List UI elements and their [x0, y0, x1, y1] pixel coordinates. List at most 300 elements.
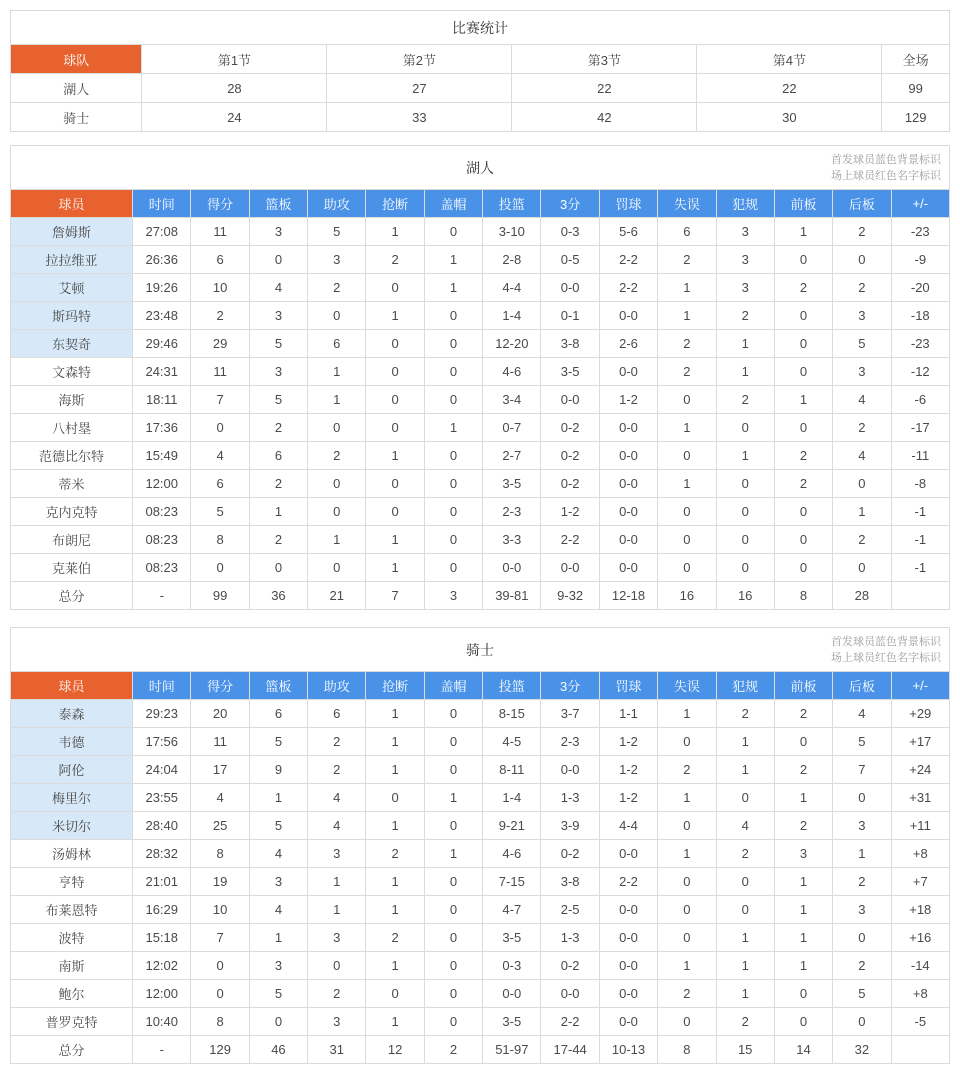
stat-value: 0 [308, 554, 366, 582]
stat-value: 32 [833, 1036, 891, 1064]
player-row [11, 330, 950, 358]
stat-value: 1 [424, 414, 482, 442]
player-row [11, 700, 950, 728]
stat-value: 5 [833, 728, 891, 756]
stat-value: +18 [891, 896, 949, 924]
player-name: 克莱伯 [11, 554, 133, 582]
stats-header-row [11, 672, 950, 700]
stat-value: +7 [891, 868, 949, 896]
stat-value: -9 [891, 246, 949, 274]
stat-value: 2-2 [541, 1008, 599, 1036]
player-name: 布莱恩特 [11, 896, 133, 924]
stat-value: 1 [774, 896, 832, 924]
stat-value: 39-81 [483, 582, 541, 610]
stat-value: 3-3 [483, 526, 541, 554]
stat-value: 1 [658, 274, 716, 302]
stat-value: 24:04 [133, 756, 191, 784]
stat-value: 2 [833, 414, 891, 442]
stat-value: 0 [833, 784, 891, 812]
stat-value [891, 582, 949, 610]
stat-value: 0 [774, 526, 832, 554]
stat-value: 12:02 [133, 952, 191, 980]
stat-value: 0-0 [483, 554, 541, 582]
stat-value: +17 [891, 728, 949, 756]
stat-value: 1 [366, 218, 424, 246]
stat-value: 1 [424, 784, 482, 812]
player-row [11, 414, 950, 442]
stat-value: 11 [191, 728, 249, 756]
stat-value: 0 [774, 980, 832, 1008]
stat-value: 1 [308, 896, 366, 924]
stat-value: 4-4 [599, 812, 657, 840]
player-row [11, 442, 950, 470]
stat-value: 1 [366, 728, 424, 756]
stat-value: 8-15 [483, 700, 541, 728]
stat-column-header: 犯规 [716, 672, 774, 700]
score-value: 22 [697, 74, 882, 103]
period-header: 第1节 [142, 45, 327, 74]
stat-value: 7 [191, 924, 249, 952]
stat-value: 8 [774, 582, 832, 610]
stat-value: 1 [366, 526, 424, 554]
stat-value: 11 [191, 218, 249, 246]
stat-value: 0 [658, 498, 716, 526]
stat-value: 1 [424, 246, 482, 274]
stat-column-header: 得分 [191, 190, 249, 218]
stat-value: 0 [424, 526, 482, 554]
stat-value: 08:23 [133, 526, 191, 554]
stat-value: 0 [366, 498, 424, 526]
stat-value: 0 [308, 470, 366, 498]
stat-value: 0 [833, 924, 891, 952]
stat-column-header: 3分 [541, 672, 599, 700]
stat-value: 4 [249, 896, 307, 924]
stat-value: 5 [833, 330, 891, 358]
stat-value: 0 [774, 498, 832, 526]
stat-value: 0 [424, 952, 482, 980]
stat-value: 1-2 [541, 498, 599, 526]
stat-value: 0 [366, 470, 424, 498]
stat-value: 1 [308, 526, 366, 554]
stat-column-header: 前板 [774, 190, 832, 218]
stat-value: 17:36 [133, 414, 191, 442]
stat-value: 12:00 [133, 980, 191, 1008]
stat-column-header: 后板 [833, 672, 891, 700]
stat-value: 0 [424, 442, 482, 470]
score-value: 42 [512, 103, 697, 132]
player-name: 米切尔 [11, 812, 133, 840]
stat-value: 10-13 [599, 1036, 657, 1064]
stat-value: 3 [833, 358, 891, 386]
stat-value: 0 [658, 924, 716, 952]
stat-value: 2 [716, 386, 774, 414]
stat-value: 9-32 [541, 582, 599, 610]
stat-value: 23:48 [133, 302, 191, 330]
stat-value: 0 [424, 554, 482, 582]
stat-column-header: 盖帽 [424, 190, 482, 218]
stat-value: 129 [191, 1036, 249, 1064]
stat-value: 2 [658, 980, 716, 1008]
stat-value: 1 [716, 980, 774, 1008]
stat-value: 1 [658, 470, 716, 498]
stat-column-header: 篮板 [249, 190, 307, 218]
stat-value: 3 [249, 218, 307, 246]
stat-value: 3 [249, 952, 307, 980]
stat-value: 2 [249, 526, 307, 554]
stat-value: 5 [249, 330, 307, 358]
stat-value: 0 [716, 526, 774, 554]
stat-value: 21 [308, 582, 366, 610]
stat-value: 1-1 [599, 700, 657, 728]
stat-value: 0-0 [599, 952, 657, 980]
stat-value: 1-3 [541, 784, 599, 812]
cavaliers-stats-table [10, 671, 950, 1064]
stat-value: 16:29 [133, 896, 191, 924]
stat-value: -1 [891, 526, 949, 554]
stat-value: 3-4 [483, 386, 541, 414]
player-row [11, 1008, 950, 1036]
stat-value: 3 [249, 302, 307, 330]
stat-value: 7 [191, 386, 249, 414]
stat-value: 3-8 [541, 868, 599, 896]
stat-value: 0-0 [599, 554, 657, 582]
stat-value: 31 [308, 1036, 366, 1064]
stat-value: 0 [191, 414, 249, 442]
stat-value: 0-0 [541, 756, 599, 784]
stat-value: 08:23 [133, 498, 191, 526]
stat-value: 12 [366, 1036, 424, 1064]
stat-value: +29 [891, 700, 949, 728]
stat-column-header: 后板 [833, 190, 891, 218]
stat-value: 0 [249, 554, 307, 582]
stat-value: 1 [658, 784, 716, 812]
score-value: 24 [142, 103, 327, 132]
stat-value: 36 [249, 582, 307, 610]
stat-value: 1 [366, 896, 424, 924]
stat-value: 2 [716, 840, 774, 868]
stat-value: +31 [891, 784, 949, 812]
score-table-body [11, 74, 950, 132]
stat-value: 1-2 [599, 756, 657, 784]
stat-value: 23:55 [133, 784, 191, 812]
stat-value: 4 [249, 840, 307, 868]
score-value: 27 [327, 74, 512, 103]
stat-value: 0-5 [541, 246, 599, 274]
stat-value: 1 [249, 924, 307, 952]
stat-value: 0-0 [599, 498, 657, 526]
stat-column-header: 得分 [191, 672, 249, 700]
player-name: 艾顿 [11, 274, 133, 302]
totals-row [11, 1036, 950, 1064]
player-row [11, 980, 950, 1008]
score-value: 129 [882, 103, 950, 132]
player-name: 文森特 [11, 358, 133, 386]
player-name: 韦德 [11, 728, 133, 756]
stat-value: 6 [249, 442, 307, 470]
stat-value: 46 [249, 1036, 307, 1064]
stat-value: 2 [774, 812, 832, 840]
stat-value: 3 [833, 896, 891, 924]
stat-value: 5 [249, 386, 307, 414]
stat-value: 0 [191, 980, 249, 1008]
stat-value: 1-4 [483, 302, 541, 330]
stat-value: 7-15 [483, 868, 541, 896]
player-row [11, 952, 950, 980]
stat-value: 0 [366, 274, 424, 302]
stat-value: 19 [191, 868, 249, 896]
stat-value: 3 [716, 218, 774, 246]
stat-column-header: 罚球 [599, 190, 657, 218]
stat-value: 4 [833, 386, 891, 414]
stat-value: 2-3 [483, 498, 541, 526]
stat-value: 0-0 [599, 924, 657, 952]
stat-value: 3-10 [483, 218, 541, 246]
stat-value: 1 [308, 868, 366, 896]
lakers-team-title: 湖人 [466, 159, 494, 176]
stat-value: 17 [191, 756, 249, 784]
period-header: 全场 [882, 45, 950, 74]
lakers-section-header [10, 145, 950, 189]
stat-value: 3-5 [541, 358, 599, 386]
stat-value: 18:11 [133, 386, 191, 414]
stat-value: -23 [891, 218, 949, 246]
stat-value: 0-2 [541, 470, 599, 498]
stat-value: 0 [774, 728, 832, 756]
stat-value: 0 [308, 414, 366, 442]
stat-value: 3-7 [541, 700, 599, 728]
stat-value: 5 [308, 218, 366, 246]
team-section-lakers [10, 145, 950, 610]
stat-value: 0-0 [599, 442, 657, 470]
stat-value: 0 [424, 498, 482, 526]
stat-value: 1 [716, 924, 774, 952]
stat-value: 1 [366, 1008, 424, 1036]
player-row [11, 302, 950, 330]
stat-value: 2 [308, 442, 366, 470]
stat-value: -1 [891, 498, 949, 526]
stat-value: 15:49 [133, 442, 191, 470]
stat-value: 3-5 [483, 924, 541, 952]
stat-value: 3-9 [541, 812, 599, 840]
stat-value: 2-2 [541, 526, 599, 554]
stat-value: 2-7 [483, 442, 541, 470]
stat-column-header: 前板 [774, 672, 832, 700]
stat-value: -23 [891, 330, 949, 358]
stat-value: 7 [366, 582, 424, 610]
stat-value: 0 [366, 980, 424, 1008]
stat-value: 51-97 [483, 1036, 541, 1064]
stat-value: 3 [774, 840, 832, 868]
stat-value: 2 [308, 728, 366, 756]
score-value: 99 [882, 74, 950, 103]
stat-value: 1 [366, 756, 424, 784]
stat-column-header: 抢断 [366, 672, 424, 700]
stat-value: 1 [716, 442, 774, 470]
stat-value: 1 [424, 274, 482, 302]
stat-value: 0 [658, 386, 716, 414]
player-row [11, 728, 950, 756]
stat-value: 0 [424, 218, 482, 246]
cavaliers-team-title: 骑士 [466, 641, 494, 658]
stat-value: 19:26 [133, 274, 191, 302]
stat-value: 0-2 [541, 442, 599, 470]
player-name: 拉拉维亚 [11, 246, 133, 274]
stat-value: 0 [249, 1008, 307, 1036]
stat-value: 2 [716, 700, 774, 728]
stat-value: 2 [716, 302, 774, 330]
stat-value: 0 [424, 386, 482, 414]
stat-value: 0 [658, 442, 716, 470]
stat-value: 0 [191, 554, 249, 582]
stat-value: 10:40 [133, 1008, 191, 1036]
stat-column-header: 投篮 [483, 672, 541, 700]
stat-value: 1 [658, 840, 716, 868]
stat-value: 0 [424, 470, 482, 498]
stat-value: 2 [833, 218, 891, 246]
stat-value: 0-2 [541, 952, 599, 980]
stat-value: 27:08 [133, 218, 191, 246]
stat-value: 1 [774, 218, 832, 246]
stat-value: 1 [366, 812, 424, 840]
stat-value: 2 [366, 924, 424, 952]
player-name: 泰森 [11, 700, 133, 728]
cavaliers-legend [831, 634, 941, 666]
stat-column-header: 3分 [541, 190, 599, 218]
stat-value: 12-20 [483, 330, 541, 358]
stat-value: 0 [658, 728, 716, 756]
player-row [11, 218, 950, 246]
stat-value: 2 [308, 274, 366, 302]
player-row [11, 868, 950, 896]
stat-value: 3 [308, 840, 366, 868]
stat-value: 1 [366, 302, 424, 330]
lakers-stats-table [10, 189, 950, 610]
stat-value: 08:23 [133, 554, 191, 582]
stat-value [891, 1036, 949, 1064]
totals-label: 总分 [11, 582, 133, 610]
stat-value: 2 [774, 756, 832, 784]
stat-value: 0 [308, 952, 366, 980]
stat-value: 9-21 [483, 812, 541, 840]
stat-value: 4-6 [483, 840, 541, 868]
legend-oncourt-note: 场上球员红色名字标识 [831, 652, 941, 664]
stat-value: 2 [774, 442, 832, 470]
stat-column-header: 时间 [133, 672, 191, 700]
player-name: 南斯 [11, 952, 133, 980]
player-name: 八村塁 [11, 414, 133, 442]
stat-value: 4 [249, 274, 307, 302]
stat-value: 99 [191, 582, 249, 610]
stat-value: 1 [716, 358, 774, 386]
stat-column-header: 罚球 [599, 672, 657, 700]
player-row [11, 470, 950, 498]
stat-value: 6 [658, 218, 716, 246]
stat-value: 0-0 [599, 526, 657, 554]
stat-value: 2-2 [599, 274, 657, 302]
stat-value: 1 [658, 302, 716, 330]
player-name: 范德比尔特 [11, 442, 133, 470]
stat-value: 2 [249, 414, 307, 442]
stat-value: - [133, 582, 191, 610]
player-row [11, 246, 950, 274]
player-name: 詹姆斯 [11, 218, 133, 246]
player-row [11, 274, 950, 302]
stat-value: 0 [366, 330, 424, 358]
stat-value: 2-6 [599, 330, 657, 358]
player-column-header: 球员 [11, 672, 133, 700]
stat-value: 1 [366, 868, 424, 896]
stat-value: -18 [891, 302, 949, 330]
stat-value: 1 [366, 554, 424, 582]
stat-column-header: 失误 [658, 672, 716, 700]
score-value: 28 [142, 74, 327, 103]
team-section-cavaliers [10, 627, 950, 1064]
player-row [11, 924, 950, 952]
stat-value: 1 [833, 840, 891, 868]
stat-value: 6 [191, 246, 249, 274]
stat-value: 5 [249, 728, 307, 756]
stat-value: 0 [424, 756, 482, 784]
stat-value: 0 [774, 414, 832, 442]
stat-value: 2 [424, 1036, 482, 1064]
stat-value: 1 [249, 784, 307, 812]
stat-value: 0 [424, 302, 482, 330]
stat-column-header: 篮板 [249, 672, 307, 700]
stat-value: 0 [716, 414, 774, 442]
stat-value: 0 [658, 554, 716, 582]
stat-value: -6 [891, 386, 949, 414]
stat-value: 12:00 [133, 470, 191, 498]
player-row [11, 756, 950, 784]
stat-value: 2 [658, 330, 716, 358]
stat-value: 0 [774, 330, 832, 358]
player-name: 阿伦 [11, 756, 133, 784]
stat-value: 0 [774, 358, 832, 386]
stat-value: 0 [716, 784, 774, 812]
stat-value: 1-3 [541, 924, 599, 952]
stat-value: 17-44 [541, 1036, 599, 1064]
stat-value: 7 [833, 756, 891, 784]
team-column-header: 球队 [11, 45, 142, 74]
stat-value: 4 [833, 700, 891, 728]
player-name: 东契奇 [11, 330, 133, 358]
stat-value: 0-2 [541, 414, 599, 442]
stat-value: 0-0 [541, 386, 599, 414]
stat-value: 2 [658, 358, 716, 386]
score-value: 22 [512, 74, 697, 103]
stat-value: 1 [366, 442, 424, 470]
stats-table-body [11, 700, 950, 1064]
stat-value: 0 [308, 498, 366, 526]
stat-value: 20 [191, 700, 249, 728]
stat-value: 2-5 [541, 896, 599, 924]
stat-value: 2 [833, 952, 891, 980]
stat-value: 0 [833, 554, 891, 582]
player-name: 布朗尼 [11, 526, 133, 554]
player-row [11, 554, 950, 582]
stat-value: 2 [249, 470, 307, 498]
stat-value: 0 [716, 498, 774, 526]
stat-value: +8 [891, 840, 949, 868]
player-row [11, 840, 950, 868]
totals-row [11, 582, 950, 610]
stat-value: 8 [191, 1008, 249, 1036]
stat-value: 3 [716, 246, 774, 274]
stat-value: 0 [366, 386, 424, 414]
stat-value: 0 [716, 896, 774, 924]
stat-value: 2 [191, 302, 249, 330]
stat-value: 16 [658, 582, 716, 610]
